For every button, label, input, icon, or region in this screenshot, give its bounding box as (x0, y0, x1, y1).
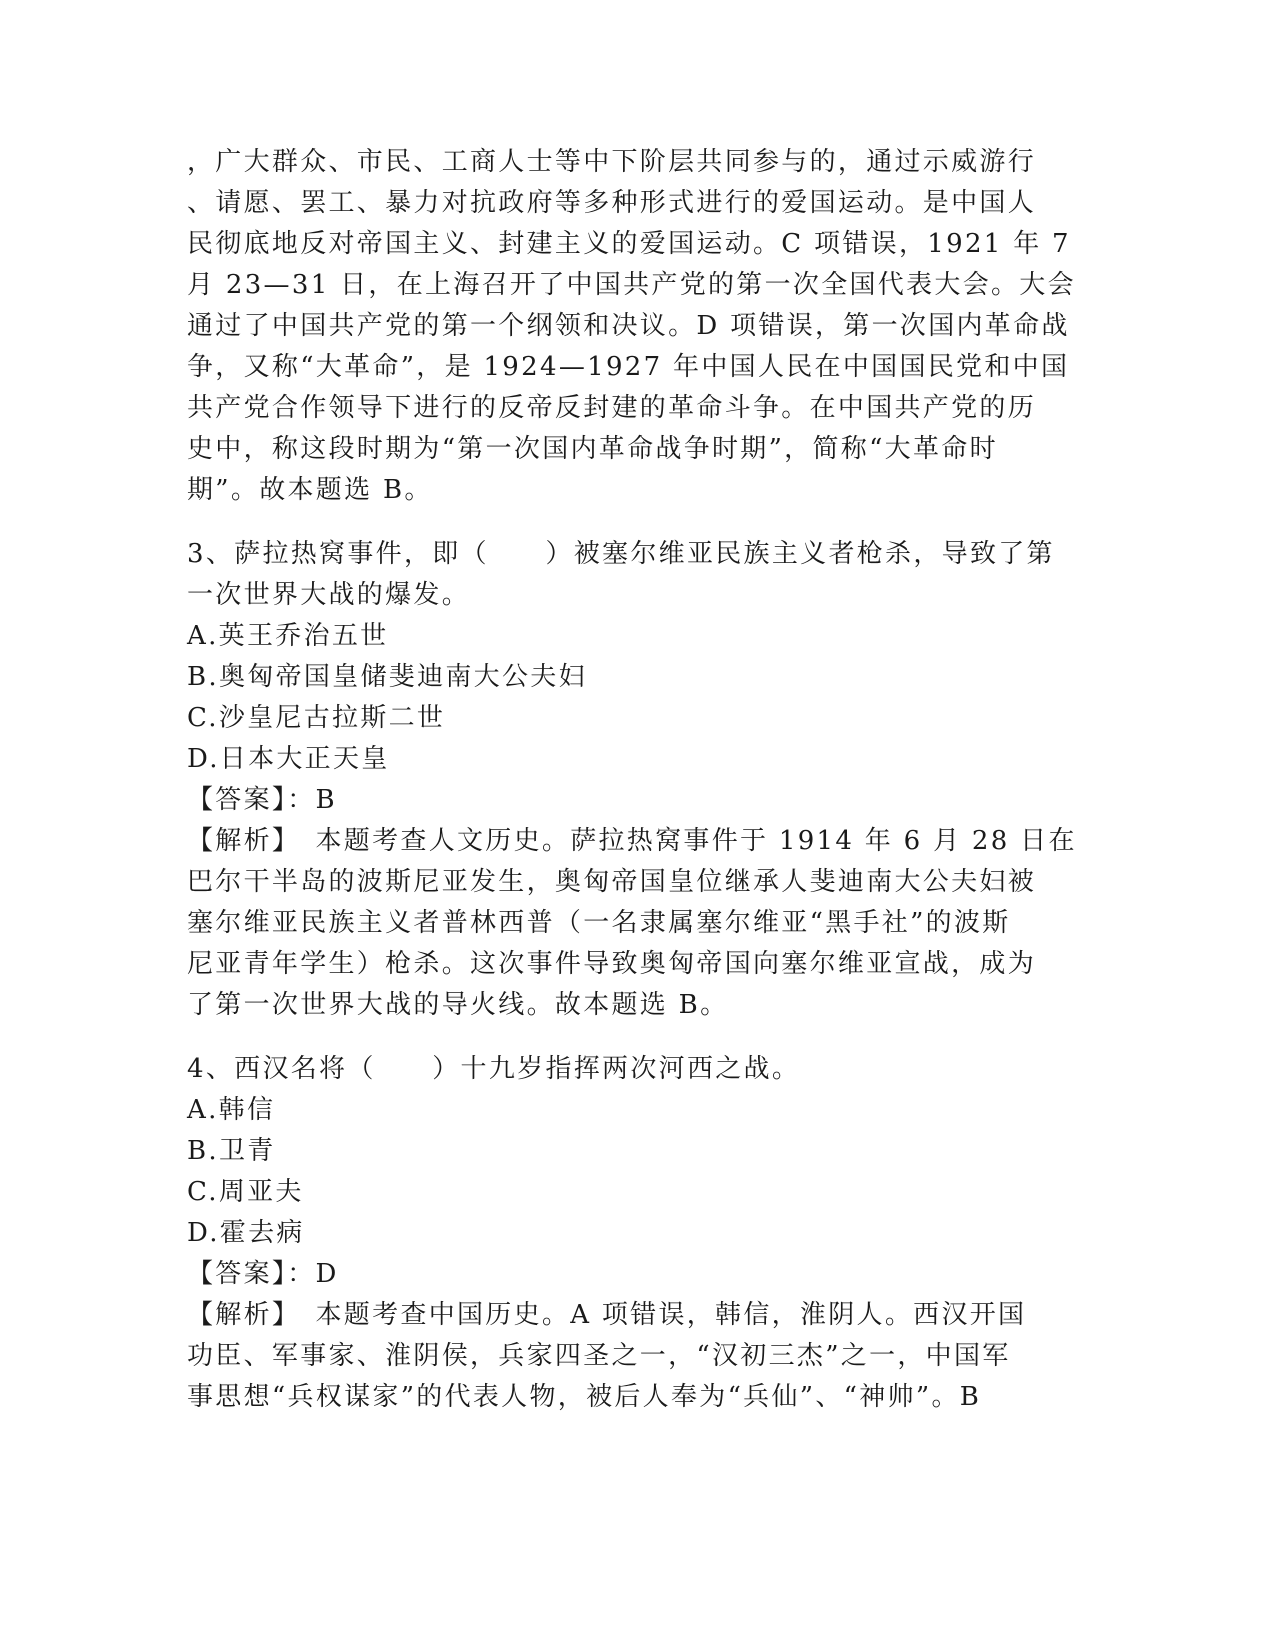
question-3-analysis: 尼亚青年学生）枪杀。这次事件导致奥匈帝国向塞尔维亚宣战，成为 (187, 949, 1037, 979)
question-3-analysis: 巴尔干半岛的波斯尼亚发生，奥匈帝国皇位继承人斐迪南大公夫妇被 (187, 867, 1037, 897)
text-line: 月 23—31 日，在上海召开了中国共产党的第一次全国代表大会。大会 (187, 270, 1076, 300)
text-line: 、请愿、罢工、暴力对抗政府等多种形式进行的爱国运动。是中国人 (187, 188, 1037, 218)
question-4-stem: 4、西汉名将（ ）十九岁指挥两次河西之战。 (187, 1054, 801, 1084)
text-line: 期”。故本题选 B。 (187, 475, 433, 505)
question-3-stem: 一次世界大战的爆发。 (187, 580, 471, 610)
question-3-option-b: B.奥匈帝国皇储斐迪南大公夫妇 (187, 662, 587, 692)
question-3-option-a: A.英王乔治五世 (187, 621, 389, 651)
question-3-answer: 【答案】：B (187, 785, 337, 815)
question-3-option-c: C.沙皇尼古拉斯二世 (187, 703, 446, 733)
question-3-analysis: 塞尔维亚民族主义者普林西普（一名隶属塞尔维亚“黑手社”的波斯 (187, 908, 1011, 938)
question-4-option-a: A.韩信 (187, 1095, 276, 1125)
question-4-option-c: C.周亚夫 (187, 1177, 304, 1207)
question-3-analysis: 【解析】 本题考查人文历史。萨拉热窝事件于 1914 年 6 月 28 日在 (187, 826, 1077, 856)
text-line: 争，又称“大革命”，是 1924—1927 年中国人民在中国国民党和中国 (187, 352, 1070, 382)
text-line: 史中，称这段时期为“第一次国内革命战争时期”，简称“大革命时 (187, 434, 998, 464)
text-line: 通过了中国共产党的第一个纲领和决议。D 项错误，第一次国内革命战 (187, 311, 1070, 341)
question-4-answer: 【答案】：D (187, 1259, 339, 1289)
question-4-option-b: B.卫青 (187, 1136, 276, 1166)
question-4-option-d: D.霍去病 (187, 1218, 305, 1248)
question-3-option-d: D.日本大正天皇 (187, 744, 390, 774)
text-line: 共产党合作领导下进行的反帝反封建的革命斗争。在中国共产党的历 (187, 393, 1037, 423)
question-3-analysis: 了第一次世界大战的导火线。故本题选 B。 (187, 990, 729, 1020)
question-4-analysis: 事思想“兵权谋家”的代表人物，被后人奉为“兵仙”、“神帅”。B (187, 1382, 982, 1412)
text-line: ，广大群众、市民、工商人士等中下阶层共同参与的，通过示威游行 (187, 147, 1037, 177)
text-line: 民彻底地反对帝国主义、封建主义的爱国运动。C 项错误，1921 年 7 (187, 229, 1071, 259)
question-3-stem: 3、萨拉热窝事件，即（ ）被塞尔维亚民族主义者枪杀，导致了第 (187, 539, 1055, 569)
question-4-analysis: 功臣、军事家、淮阴侯，兵家四圣之一，“汉初三杰”之一，中国军 (187, 1341, 1011, 1371)
question-4-analysis: 【解析】 本题考查中国历史。A 项错误，韩信，淮阴人。西汉开国 (187, 1300, 1027, 1330)
